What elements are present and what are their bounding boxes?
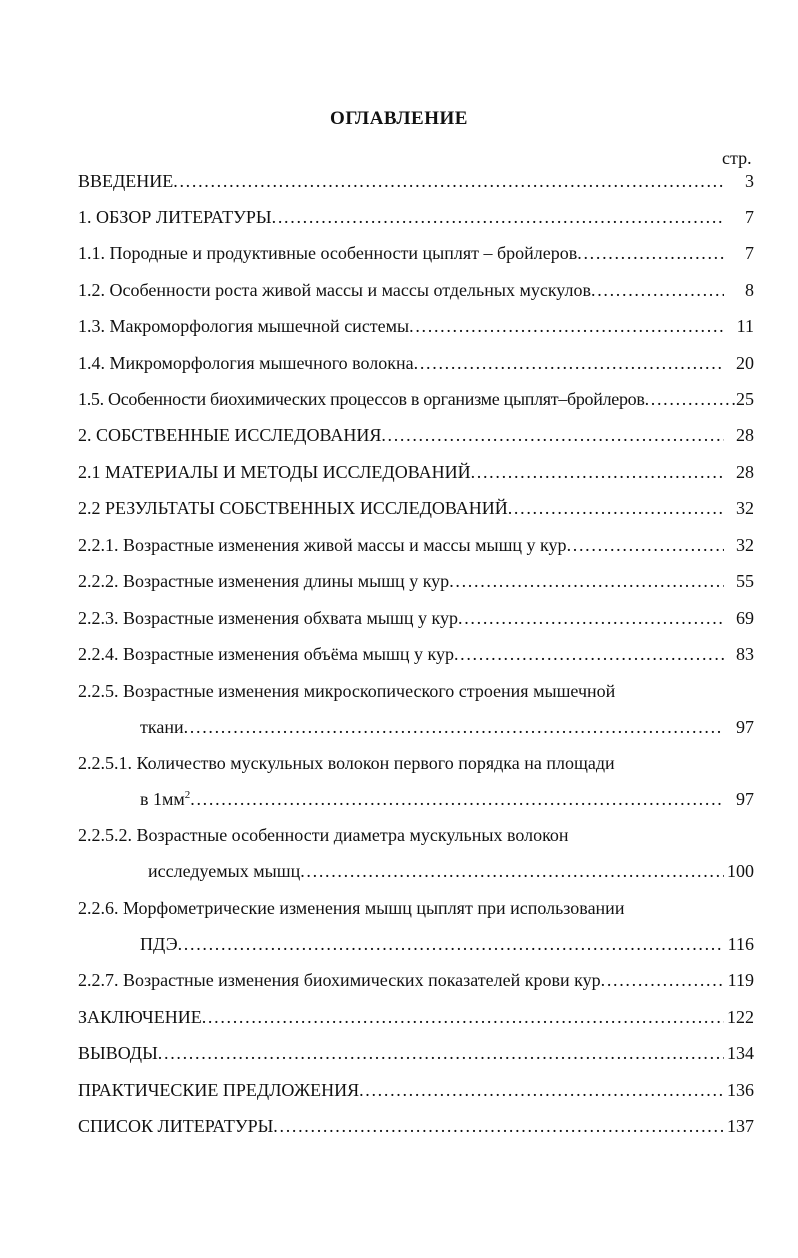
toc-entry [78, 424, 754, 446]
toc-entry-page: 136 [727, 1080, 754, 1100]
toc-entry-page: 119 [727, 970, 754, 990]
toc-entry [78, 352, 754, 374]
toc-entry [78, 1115, 754, 1137]
toc-entry [78, 461, 754, 483]
toc-entry-title: 1.4. Микроморфология мышечного волокна [78, 353, 414, 373]
toc-entry-title: 2.2.1. Возрастные изменения живой массы и массы мышц у кур [78, 535, 567, 555]
toc-entry-title: 1.3. Макроморфология мышечной системы [78, 316, 410, 336]
toc-entry-title: ЗАКЛЮЧЕНИЕ [78, 1007, 202, 1027]
toc-entry-page: 7 [745, 207, 754, 227]
toc-entry-title: 2.2.4. Возрастные изменения объёма мышц у кур [78, 644, 454, 664]
toc-entry-page: 116 [727, 934, 754, 954]
toc-entry-page: 32 [736, 498, 754, 518]
toc-entry-title: 2.2.7. Возрастные изменения биохимических показателей крови кур [78, 970, 601, 990]
toc-entry [78, 570, 754, 592]
toc-entry-page: 28 [736, 425, 754, 445]
toc-entry-title: 1.1. Породные и продуктивные особенности цыплят – бройлеров [78, 243, 578, 263]
toc-entry [78, 824, 754, 882]
toc-entry-title: 2.2.3. Возрастные изменения обхвата мышц у кур [78, 608, 459, 628]
toc-entry-page: 20 [736, 353, 754, 373]
toc-entry [78, 752, 754, 810]
toc-entry-title: 1.5. Особенности биохимических процессов в организме цыплят–бройлеров [78, 389, 645, 409]
toc-entry-page: 32 [736, 535, 754, 555]
superscript: 2 [184, 789, 191, 801]
toc-entry [78, 643, 754, 665]
toc-entry-page: 69 [736, 608, 754, 628]
toc-entry-title: 1.2. Особенности роста живой массы и массы отдельных мускулов [78, 280, 591, 300]
toc-entry-title-cont [78, 788, 190, 810]
toc-entry-page: 97 [736, 717, 754, 737]
toc-entry-title: СПИСОК ЛИТЕРАТУРЫ [78, 1116, 274, 1136]
toc-entry-page: 25 [736, 389, 754, 409]
toc-entry [78, 388, 754, 410]
toc-entry [78, 206, 754, 228]
toc-entry [78, 534, 754, 556]
toc-entry-page: 97 [736, 789, 754, 809]
toc-entry-title-cont: ПДЭ [140, 934, 178, 954]
toc-entry-page: 83 [736, 644, 754, 664]
toc-entry [78, 497, 754, 519]
toc-entry [78, 170, 754, 192]
toc-entry-title: 2.2.5.1. Количество мускульных волокон первого порядка на площади [78, 753, 615, 773]
toc-entry [78, 897, 754, 955]
toc-entry [78, 279, 754, 301]
toc-entry-title: 2.2.6. Морфометрические изменения мышц цыплят при использовании [78, 898, 625, 918]
toc-entry-page: 55 [736, 571, 754, 591]
toc-entry [78, 242, 754, 264]
toc-entry [78, 680, 754, 738]
toc-entry-page: 100 [727, 861, 754, 881]
toc-entry-title: ВЫВОДЫ [78, 1043, 158, 1063]
toc-entry [78, 315, 754, 337]
toc-entry-page: 7 [745, 243, 754, 263]
toc-entry [78, 1042, 754, 1064]
toc-entry [78, 969, 754, 991]
toc-entry-page: 134 [727, 1043, 754, 1063]
toc-entry-title-cont: исследуемых мышц [148, 861, 301, 881]
toc-entry-title: 2.2.5.2. Возрастные особенности диаметра мускульных волокон [78, 825, 569, 845]
toc-entry-title: 2. СОБСТВЕННЫЕ ИССЛЕДОВАНИЯ [78, 425, 382, 445]
toc-entry-page: 137 [727, 1116, 754, 1136]
toc-entry-title: ПРАКТИЧЕСКИЕ ПРЕДЛОЖЕНИЯ [78, 1080, 360, 1100]
toc-entry-title: 2.2.2. Возрастные изменения длины мышц у кур [78, 571, 450, 591]
toc-entry-page: 3 [745, 171, 754, 191]
toc-entry [78, 1079, 754, 1101]
toc-entry-page: 28 [736, 462, 754, 482]
toc-entry-page: 11 [736, 316, 754, 336]
toc-entry-title: 2.2 РЕЗУЛЬТАТЫ СОБСТВЕННЫХ ИССЛЕДОВАНИЙ [78, 498, 508, 518]
toc-entry-title: 2.2.5. Возрастные изменения микроскопического строения мышечной [78, 681, 616, 701]
toc-entry-title-cont: ткани [140, 717, 184, 737]
toc-entry [78, 607, 754, 629]
toc-entry-title: 2.1 МАТЕРИАЛЫ И МЕТОДЫ ИССЛЕДОВАНИЙ [78, 462, 471, 482]
toc-entry [78, 1006, 754, 1028]
toc-entry-title: ВВЕДЕНИЕ [78, 171, 174, 191]
toc-entry-title: 1. ОБЗОР ЛИТЕРАТУРЫ [78, 207, 272, 227]
toc-entry-title-text: в 1мм [140, 789, 185, 809]
toc-entry-page: 122 [727, 1007, 754, 1027]
page-title: ОГЛАВЛЕНИЕ [330, 108, 468, 129]
page-column-label: стр. [722, 148, 752, 168]
toc-entry-page: 8 [745, 280, 754, 300]
